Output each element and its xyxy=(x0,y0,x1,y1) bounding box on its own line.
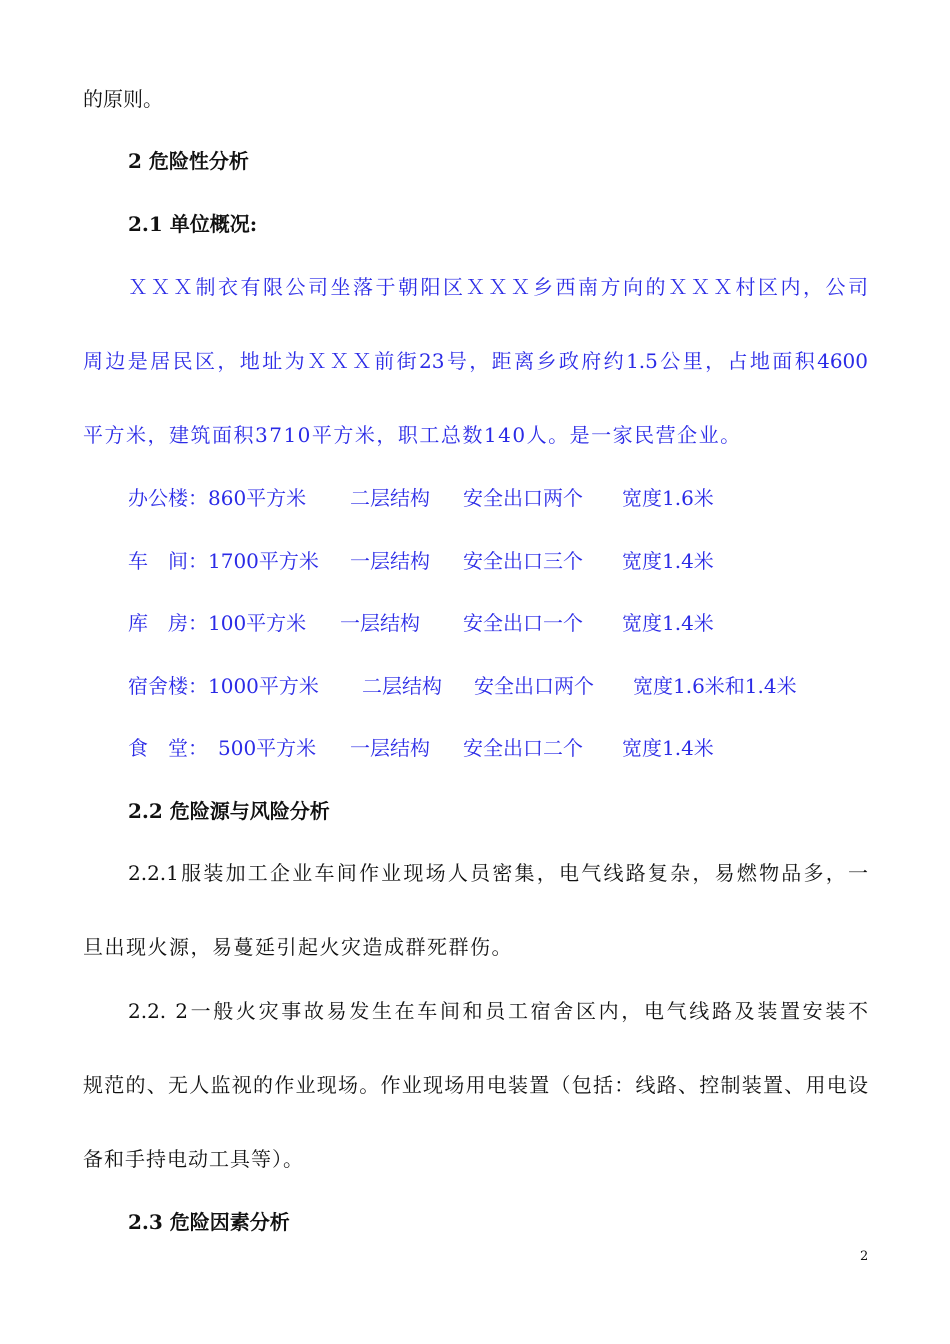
paragraph-2-2-2-line-3: 备和手持电动工具等）。 xyxy=(83,1147,304,1171)
paragraph-2-2-1-line-2: 旦出现火源，易蔓延引起火灾造成群死群伤。 xyxy=(83,935,513,959)
facility-exits: 安全出口两个 xyxy=(463,486,583,510)
facility-structure: 二层结构 xyxy=(350,486,430,510)
facility-structure: 一层结构 xyxy=(340,611,420,635)
heading-2-2: 2.2 危险源与风险分析 xyxy=(128,799,330,823)
overview-line-3: 平方米，建筑面积3710平方米，职工总数140人。是一家民营企业。 xyxy=(83,423,742,447)
facility-structure: 二层结构 xyxy=(362,674,442,698)
facility-name-area: 办公楼：860平方米 xyxy=(128,486,307,510)
facility-width: 宽度1.4米 xyxy=(622,736,714,760)
paragraph-2-2-2-line-1: 2.2. 2一般火灾事故易发生在车间和员工宿舍区内，电气线路及装置安装不 xyxy=(128,999,868,1023)
facility-width: 宽度1.4米 xyxy=(622,549,714,573)
intro-tail: 的原则。 xyxy=(83,87,163,111)
overview-line-2: 周边是居民区，地址为ＸＸＸ前街23号，距离乡政府约1.5公里，占地面积4600 xyxy=(83,349,868,373)
facility-width: 宽度1.6米和1.4米 xyxy=(633,674,797,698)
facility-name-area: 车 间：1700平方米 xyxy=(128,549,319,573)
heading-2: 2 危险性分析 xyxy=(128,149,249,173)
facility-name-area: 食 堂： 500平方米 xyxy=(128,736,317,760)
heading-2-3: 2.3 危险因素分析 xyxy=(128,1210,290,1234)
overview-line-1: ＸＸＸ制衣有限公司坐落于朝阳区ＸＸＸ乡西南方向的ＸＸＸ村区内，公司 xyxy=(128,275,868,299)
paragraph-2-2-1-line-1: 2.2.1服装加工企业车间作业现场人员密集，电气线路复杂，易燃物品多，一 xyxy=(128,861,868,885)
paragraph-2-2-2-line-2: 规范的、无人监视的作业现场。作业现场用电装置（包括：线路、控制装置、用电设 xyxy=(83,1073,868,1097)
facility-exits: 安全出口一个 xyxy=(463,611,583,635)
heading-2-1: 2.1 单位概况: xyxy=(128,212,258,236)
facility-exits: 安全出口三个 xyxy=(463,549,583,573)
page-number: 2 xyxy=(860,1249,869,1264)
facility-name-area: 库 房：100平方米 xyxy=(128,611,307,635)
facility-exits: 安全出口两个 xyxy=(474,674,594,698)
facility-exits: 安全出口二个 xyxy=(463,736,583,760)
facility-width: 宽度1.6米 xyxy=(622,486,714,510)
facility-structure: 一层结构 xyxy=(350,736,430,760)
facility-name-area: 宿舍楼：1000平方米 xyxy=(128,674,319,698)
facility-structure: 一层结构 xyxy=(350,549,430,573)
facility-width: 宽度1.4米 xyxy=(622,611,714,635)
